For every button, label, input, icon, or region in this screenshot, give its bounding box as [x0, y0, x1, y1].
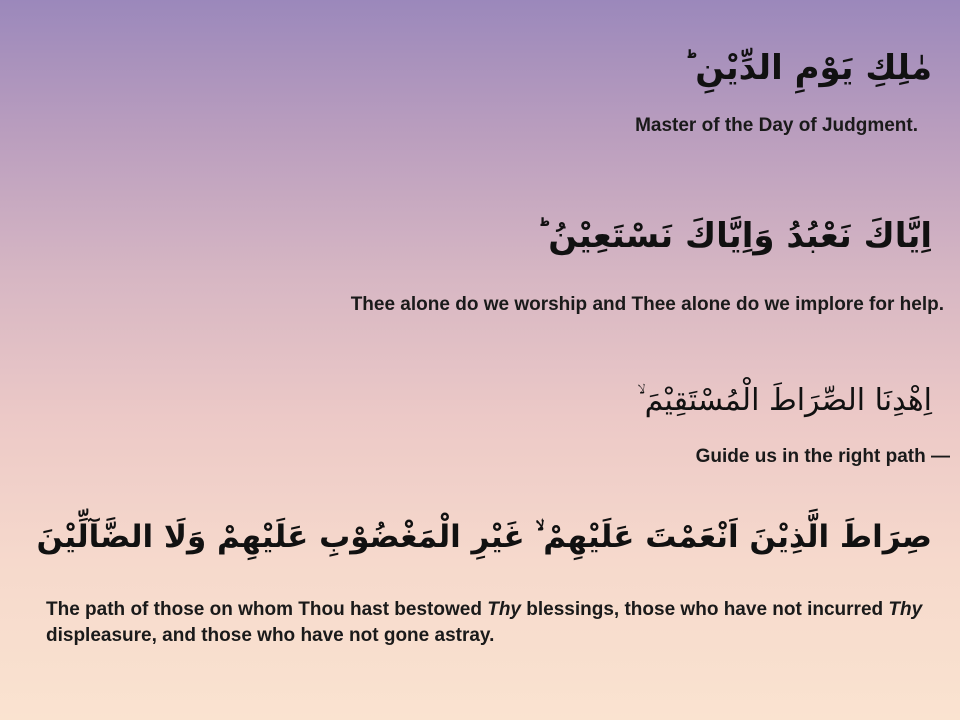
verse-2-translation: Thee alone do we worship and Thee alone do we implore for help.	[350, 294, 944, 315]
verse-3-translation: Guide us in the right path —	[695, 446, 950, 467]
verse-4-translation-part-2: blessings, those who have not incurred	[521, 599, 889, 620]
verse-1-translation: Master of the Day of Judgment.	[635, 115, 918, 136]
verse-4-translation	[46, 597, 926, 649]
verse-4-arabic: صِرَاطَ الَّذِيْنَ اَنْعَمْتَ عَلَيْهِمْ ۙ غَيْرِ الْمَغْضُوْبِ عَلَيْهِمْ وَلَا الضَّآلِّيْنَ	[36, 519, 932, 555]
verse-3-arabic: اِهْدِنَا الصِّرَاطَ الْمُسْتَقِيْمَ ۙ	[637, 383, 932, 418]
verse-4-translation-part-3: displeasure, and those who have not gone astray.	[46, 625, 495, 646]
verse-2-arabic: اِيَّاكَ نَعْبُدُ وَاِيَّاكَ نَسْتَعِيْنُ ؕ	[536, 216, 932, 256]
verse-1-arabic: مٰلِكِ يَوْمِ الدِّيْنِ ؕ	[683, 48, 932, 88]
verse-4-translation-part-1: The path of those on whom Thou hast bestowed	[46, 599, 488, 620]
verse-4-translation-emphasis-1: Thy	[487, 599, 521, 620]
verse-4-translation-emphasis-2: Thy	[888, 599, 923, 620]
